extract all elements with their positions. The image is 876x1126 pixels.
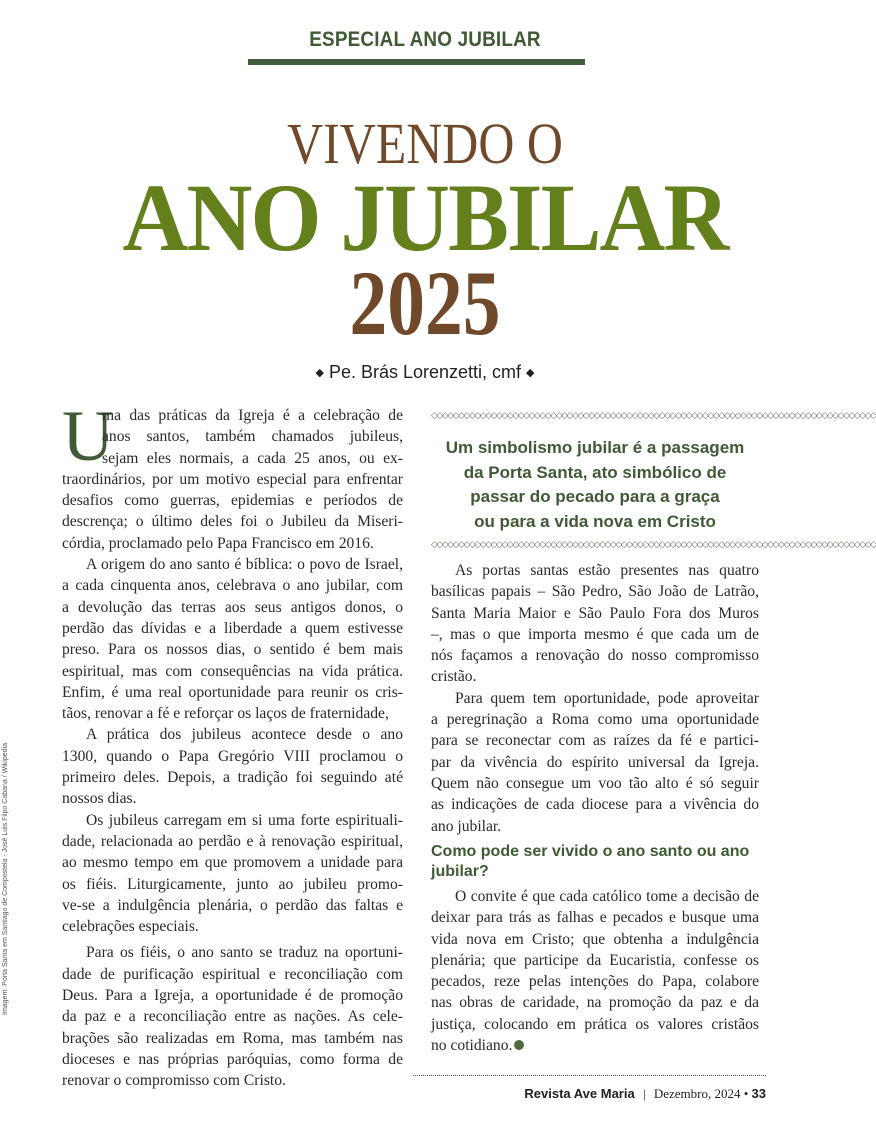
paragraph — [62, 724, 403, 809]
text-line: anos santos, também chamados jubileus, — [102, 428, 403, 446]
paragraph — [431, 688, 759, 837]
text-line: par da vivência do espírito universal da Igreja. — [431, 753, 759, 771]
paragraph — [62, 554, 403, 724]
diamond-border-top: ◇◇◇◇◇◇◇◇◇◇◇◇◇◇◇◇◇◇◇◇◇◇◇◇◇◇◇◇◇◇◇◇◇◇◇◇◇◇◇◇◇◇◇◇◇◇◇◇◇◇◇◇◇◇◇◇◇◇◇◇◇◇◇◇◇◇◇◇◇◇◇◇◇◇◇◇◇◇◇◇◇◇ — [431, 411, 876, 421]
text-line: a cada cinquenta anos, celebrava o ano jubilar, com — [62, 577, 403, 595]
text-line: renovar o compromisso com Cristo. — [62, 1072, 286, 1090]
text-line: justiça, colocando em prática os valores cristãos — [431, 1015, 759, 1033]
image-credit: Imagem: Porta Santa em Santiago de Compostela - José Luis Filpo Cabana / Wikipedia — [2, 743, 9, 1015]
text-line: A prática dos jubileus acontece desde o ano — [86, 726, 403, 744]
text-line: Para quem tem oportunidade, pode aproveitar — [455, 689, 759, 707]
diamond-icon: ◆ — [315, 367, 324, 379]
text-line: preso. Para os nossos dias, o sentido é bem mais — [62, 641, 403, 659]
text-line: perdão das dívidas e a liberdade a quem estivesse — [62, 619, 403, 637]
text-line: ano jubilar. — [431, 817, 502, 835]
footer-bullet: • — [743, 1086, 749, 1101]
magazine-name: Revista Ave Maria — [524, 1086, 635, 1101]
text-line: Quem não consegue um voo tão alto é só seguir — [431, 774, 759, 792]
text-line: descrença; o último deles foi o Jubileu da Miseri- — [62, 513, 403, 531]
text-line: O convite é que cada católico tome a decisão de — [455, 888, 759, 905]
paragraph — [431, 886, 759, 1056]
diamond-icon: ◆ — [526, 367, 535, 379]
pull-quote-line: passar do pecado para a graça — [470, 487, 720, 507]
section-label: ESPECIAL ANO JUBILAR — [309, 28, 541, 51]
text-line: da paz e a reconciliação entre as nações. As cele- — [62, 1008, 403, 1026]
text-line: ve-se a indulgência plenária, o perdão das faltas e — [62, 896, 403, 914]
text-line: a devolução das terras aos seus antigos donos, o — [62, 598, 403, 616]
text-line: nós façamos a renovação do nosso compromisso — [431, 647, 759, 665]
text-line: Santa Maria Maior e São Paulo Fora dos Muros — [431, 604, 759, 622]
text-line: tãos, renovar a fé e reforçar os laços de fraternidade, — [62, 705, 389, 723]
text-line: celebrações especiais. — [62, 918, 199, 936]
text-line: cristão. — [431, 668, 477, 686]
end-mark-icon — [514, 1040, 524, 1050]
text-line: primeiro deles. Depois, a tradição foi seguindo até — [62, 769, 403, 787]
drop-cap: U — [62, 396, 114, 476]
text-line: Enfim, é uma real oportunidade para reunir os cris- — [62, 683, 403, 701]
text-line: Os jubileus carregam em si uma forte espirituali- — [86, 811, 403, 829]
text-line: dade, relacionada ao perdão e à renovação espiritual, — [62, 832, 403, 850]
pull-quote — [431, 436, 759, 535]
text-line: dioceses e nas próprias paróquias, como forma de — [62, 1050, 403, 1068]
diamond-border-bottom: ◇◇◇◇◇◇◇◇◇◇◇◇◇◇◇◇◇◇◇◇◇◇◇◇◇◇◇◇◇◇◇◇◇◇◇◇◇◇◇◇◇◇◇◇◇◇◇◇◇◇◇◇◇◇◇◇◇◇◇◇◇◇◇◇◇◇◇◇◇◇◇◇◇◇◇◇◇◇◇◇◇◇ — [431, 540, 876, 550]
text-line: ao mesmo tempo em que promovem a unidade para — [62, 854, 403, 872]
section-rule — [248, 59, 585, 65]
text-line: córdia, proclamado pelo Papa Francisco em 2016. — [62, 534, 374, 552]
text-line: pecados, reze pelas intenções do Papa, colabore — [431, 973, 759, 991]
paragraph — [62, 396, 403, 554]
text-line: A origem do ano santo é bíblica: o povo de Israel, — [86, 556, 403, 574]
text-line: plenária; que participe da Eucaristia, confesse os — [431, 951, 759, 969]
text-line: espiritual, mas com consequências na vida prática. — [62, 662, 403, 680]
title-line-2: ANO JUBILAR — [122, 164, 728, 271]
text-line: Para os fiéis, o ano santo se traduz na oportuni- — [86, 944, 403, 962]
issue-date: Dezembro, 2024 — [653, 1086, 741, 1101]
page-footer — [524, 1086, 766, 1102]
paragraph — [62, 810, 403, 938]
text-line: no cotidiano. — [431, 1035, 759, 1056]
text-line: ma das práticas da Igreja é a celebração de — [102, 407, 403, 424]
text-line: as indicações de cada diocese para a vivência do — [431, 796, 759, 814]
footer-separator: | — [642, 1086, 646, 1101]
text-line: sejam eles normais, a cada 25 anos, ou ex- — [102, 449, 403, 467]
text-line: basílicas papais – São Pedro, São João de Latrão, — [431, 583, 759, 601]
left-column — [62, 396, 403, 1092]
footer-rule — [413, 1075, 766, 1076]
title-line-1: VIVENDO O — [287, 111, 563, 176]
paragraph — [62, 942, 403, 1091]
pull-quote-line: da Porta Santa, ato simbólico de — [463, 462, 727, 482]
text-line: dade de purificação espiritual e reconciliação com — [62, 965, 403, 983]
pull-quote-line: ou para a vida nova em Cristo — [474, 512, 716, 532]
subheading: Como pode ser vivido o ano santo ou ano jubilar? — [431, 843, 750, 880]
paragraph — [431, 560, 759, 688]
text-line: –, mas o que importa mesmo é que cada um de — [431, 625, 759, 643]
author-name: Pe. Brás Lorenzetti, cmf — [328, 362, 522, 382]
text-line: desafios como guerras, epidemias e períodos de — [62, 492, 403, 510]
text-line: traordinários, por um motivo especial para enfrentar — [62, 470, 403, 488]
pull-quote-line: Um simbolismo jubilar é a passagem — [445, 438, 745, 457]
text-line: a peregrinação a Roma como uma oportunidade — [431, 711, 759, 729]
text-line: Deus. Para a Igreja, a oportunidade é de promoção — [62, 987, 403, 1005]
text-line: 1300, quando o Papa Gregório VIII proclamou o — [62, 747, 403, 765]
text-line: As portas santas estão presentes nas quatro — [455, 562, 759, 579]
byline — [0, 362, 850, 383]
title-line-3: 2025 — [349, 252, 501, 354]
text-line: brações são realizadas em Roma, mas também nas — [62, 1029, 403, 1047]
text-line: vida nova em Cristo; que obtenha a indulgência — [431, 930, 759, 948]
text-line: nas obras de caridade, na promoção da paz e da — [431, 994, 759, 1012]
text-line: para se reconectar com as raízes da fé e partici- — [431, 732, 759, 750]
right-column-bottom — [431, 886, 759, 1056]
text-line: nossos dias. — [62, 790, 137, 808]
right-column-top — [431, 560, 759, 837]
page-number: 33 — [751, 1086, 766, 1101]
text-line: os fiéis. Liturgicamente, junto ao jubileu promo- — [62, 875, 403, 893]
text-line: deixar para trás as falhas e pecados e busque uma — [431, 909, 759, 927]
